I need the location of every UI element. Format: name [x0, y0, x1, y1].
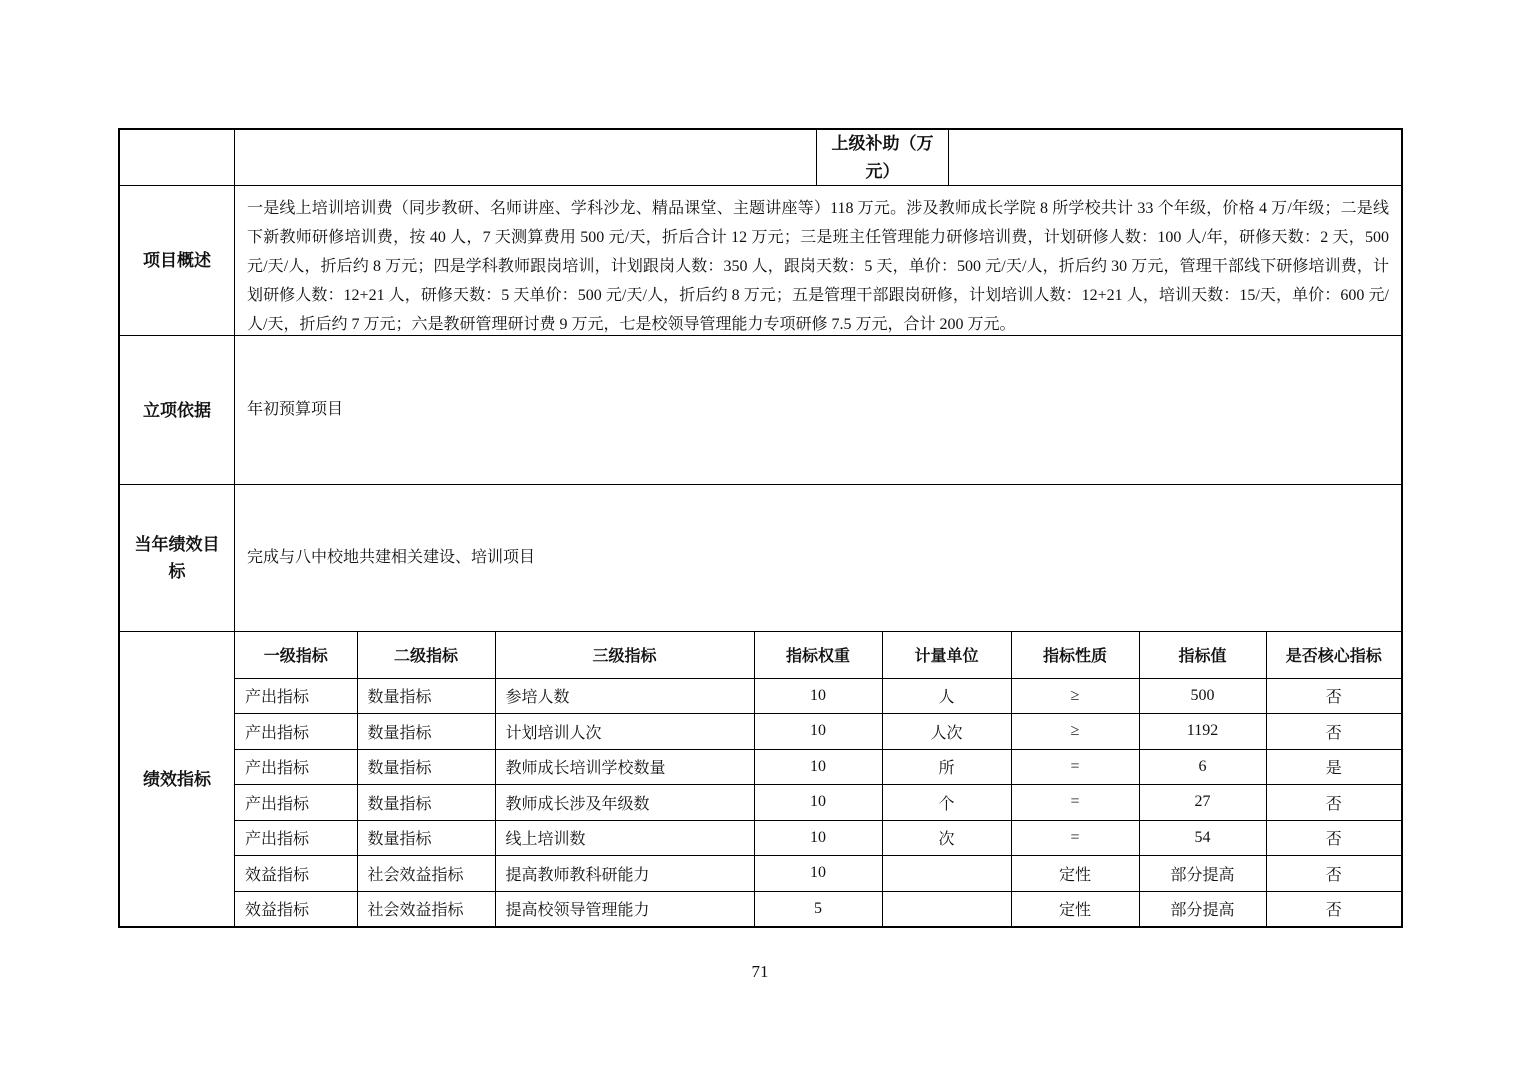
row-label-project-overview: 项目概述 [120, 186, 235, 335]
row-label-project-basis: 立项依据 [120, 336, 235, 484]
indicators-header-row [235, 632, 1401, 678]
header-measure-unit: 计量单位 [882, 632, 1011, 678]
indicator-cell: 人次 [882, 714, 1011, 750]
header-indicator-value: 指标值 [1139, 632, 1266, 678]
indicator-cell: 提高教师教科研能力 [495, 856, 754, 892]
indicator-row [235, 891, 1401, 926]
indicator-cell: 否 [1266, 714, 1401, 750]
indicator-cell: 数量指标 [357, 749, 495, 785]
indicator-cell: 10 [754, 714, 882, 750]
subsidy-row-empty-label-cell [120, 130, 235, 185]
header-level2-indicator: 二级指标 [357, 632, 495, 678]
project-basis-text: 年初预算项目 [247, 401, 344, 418]
indicator-cell: ≥ [1011, 714, 1139, 750]
project-performance-table [118, 128, 1403, 928]
indicator-cell: 500 [1139, 678, 1266, 714]
indicator-cell: 所 [882, 749, 1011, 785]
project-overview-row [120, 186, 1401, 336]
header-level1-indicator: 一级指标 [235, 632, 357, 678]
indicator-cell: 5 [754, 891, 882, 926]
indicators-table-cell [235, 632, 1401, 926]
indicator-cell: 否 [1266, 678, 1401, 714]
indicator-cell: 27 [1139, 785, 1266, 821]
indicator-row [235, 820, 1401, 856]
indicator-cell: = [1011, 820, 1139, 856]
annual-goal-row [120, 485, 1401, 632]
indicator-cell: 参培人数 [495, 678, 754, 714]
indicator-cell: 个 [882, 785, 1011, 821]
indicator-cell: 社会效益指标 [357, 891, 495, 926]
indicator-cell: 10 [754, 785, 882, 821]
subsidy-header-cell [817, 130, 949, 185]
header-level3-indicator: 三级指标 [495, 632, 754, 678]
indicator-cell: 是 [1266, 749, 1401, 785]
indicators-table [235, 632, 1401, 926]
indicator-cell: 定性 [1011, 891, 1139, 926]
indicator-row [235, 785, 1401, 821]
indicator-cell: ≥ [1011, 678, 1139, 714]
indicator-cell: 否 [1266, 820, 1401, 856]
indicator-cell: 产出指标 [235, 820, 357, 856]
indicator-cell: 效益指标 [235, 856, 357, 892]
project-basis-row [120, 336, 1401, 485]
indicator-cell: 教师成长涉及年级数 [495, 785, 754, 821]
indicator-cell: 产出指标 [235, 678, 357, 714]
indicator-cell: 提高校领导管理能力 [495, 891, 754, 926]
header-indicator-nature: 指标性质 [1011, 632, 1139, 678]
row-label-annual-goal: 当年绩效目标 [120, 485, 235, 631]
header-indicator-weight: 指标权重 [754, 632, 882, 678]
indicator-cell: = [1011, 749, 1139, 785]
indicator-cell: 54 [1139, 820, 1266, 856]
indicator-cell: 产出指标 [235, 749, 357, 785]
indicator-cell: 否 [1266, 785, 1401, 821]
header-is-core-indicator: 是否核心指标 [1266, 632, 1401, 678]
indicator-cell [882, 856, 1011, 892]
row-label-indicators: 绩效指标 [120, 632, 235, 926]
indicator-cell: 10 [754, 749, 882, 785]
indicator-cell: 否 [1325, 902, 1342, 920]
indicator-row [235, 714, 1401, 750]
indicator-cell: 数量指标 [357, 785, 495, 821]
indicator-cell: 部分提高 [1139, 856, 1266, 892]
indicator-cell: 产出指标 [235, 714, 357, 750]
project-overview-text: 一是线上培训培训费（同步教研、名师讲座、学科沙龙、精品课堂、主题讲座等）118 万元。涉及教师成长学院 8 所学校共计 33 个年级，价格 4 万/年级；二是线下新教师研修培训费，按 40 人，7 天测算费用 500 元/天，折后合计 12 万元；三是班主任管理能力研修培训费，计划研修人数：100 人/年，研修天数：2 天，500 元/天/人，折后约 8 万元；四是学科教师跟岗培训，计划跟岗人数：350 人，跟岗天数：5 天，单价：500 元/天/人，折后约 30 万元，管理干部线下研修培训费，计划研修人数：12+21 人，研修天数：5 天单价：500 元/天/人，折后约 8 万元；五是管理干部跟岗研修，计划培训人数：12+21 人，培训天数：15/天，单价：600 元/人/天，折后约 7 万元；六是教研管理研讨费 9 万元，七是校领导管理能力专项研修 7.5 万元，合计 200 万元。 [247, 200, 1389, 333]
indicator-cell: 数量指标 [357, 678, 495, 714]
indicator-cell: = [1011, 785, 1139, 821]
indicator-row [235, 856, 1401, 892]
indicator-cell: 计划培训人次 [495, 714, 754, 750]
indicator-cell: 效益指标 [235, 891, 357, 926]
subsidy-value-cell [949, 130, 1401, 185]
indicator-cell: 1192 [1139, 714, 1266, 750]
indicator-cell: 定性 [1011, 856, 1139, 892]
page-number: 71 [751, 962, 769, 981]
subsidy-row [120, 130, 1401, 186]
indicator-cell: 教师成长培训学校数量 [495, 749, 754, 785]
indicator-cell: 产出指标 [235, 785, 357, 821]
indicator-cell: 线上培训数 [495, 820, 754, 856]
indicator-cell [882, 891, 1011, 926]
indicator-cell: 10 [754, 678, 882, 714]
indicator-cell: 人 [882, 678, 1011, 714]
indicator-cell: 6 [1139, 749, 1266, 785]
indicator-cell: 10 [754, 856, 882, 892]
subsidy-header-label: 上级补助（万元） [831, 133, 934, 181]
indicator-cell: 次 [882, 820, 1011, 856]
indicator-cell: 否 [1266, 856, 1401, 892]
indicators-row [120, 632, 1401, 926]
subsidy-row-empty-cell [235, 130, 817, 185]
indicator-cell: 数量指标 [357, 820, 495, 856]
indicator-row [235, 678, 1401, 714]
indicator-cell: 10 [754, 820, 882, 856]
annual-goal-text: 完成与八中校地共建相关建设、培训项目 [247, 549, 536, 566]
indicator-cell: 数量指标 [357, 714, 495, 750]
indicator-cell: 部分提高 [1139, 891, 1266, 926]
indicator-row [235, 749, 1401, 785]
indicator-cell: 社会效益指标 [357, 856, 495, 892]
